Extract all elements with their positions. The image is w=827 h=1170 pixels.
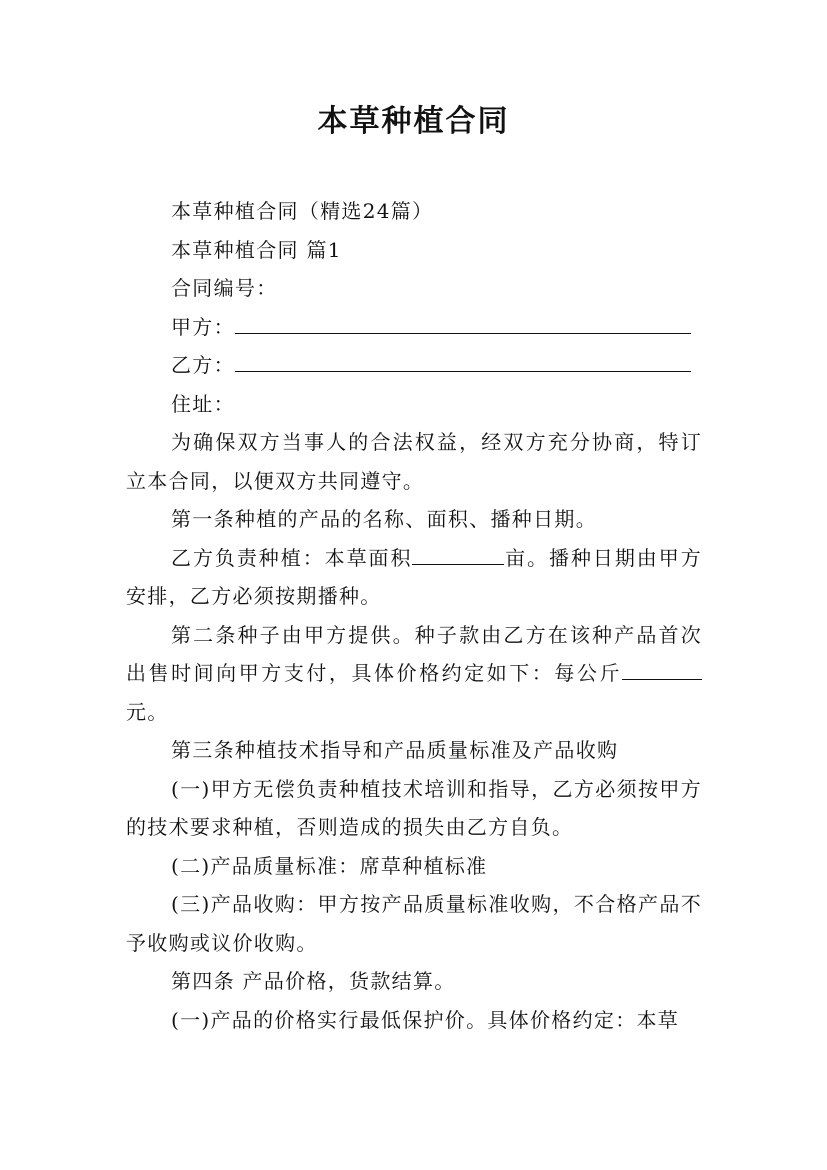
price-blank — [622, 659, 702, 680]
article-4-heading-text: 第四条 产品价格，货款结算。 — [171, 969, 456, 993]
article-1-heading-text: 第一条种植的产品的名称、面积、播种日期。 — [171, 507, 597, 531]
article-3-item-1-text: (一)甲方无偿负责种植技术培训和指导，乙方必须按甲方的技术要求种植，否则造成的损失由乙方自负。 — [126, 776, 702, 839]
article-1-text-a: 乙方负责种植：本草面积 — [171, 545, 413, 570]
article-3-heading — [126, 731, 702, 770]
contract-number-label: 合同编号： — [171, 276, 278, 300]
article-1-text-b: 亩。播种日期由甲方安排，乙方必须按期播种。 — [126, 545, 702, 608]
party-a-blank — [235, 313, 691, 334]
intro-paragraph — [126, 423, 702, 500]
article-1-heading — [126, 500, 702, 539]
intro-text: 为确保双方当事人的合法权益，经双方充分协商，特订立本合同，以便双方共同遵守。 — [126, 430, 702, 493]
party-a-line — [126, 308, 702, 347]
subtitle — [126, 192, 702, 231]
article-1-paragraph — [126, 539, 702, 616]
party-b-line — [126, 346, 702, 385]
article-2-paragraph — [126, 616, 702, 732]
article-4-heading — [126, 962, 702, 1001]
party-b-label: 乙方： — [171, 353, 235, 377]
article-3-item-2-text: (二)产品质量标准：席草种植标准 — [171, 853, 488, 878]
article-2-text-a: 第二条种子由甲方提供。种子款由乙方在该种产品首次出售时间向甲方支付，具体价格约定如下：每公斤 — [126, 622, 702, 685]
article-4-item-1-text: (一)产品的价格实行最低保护价。具体价格约定：本草 — [171, 1007, 680, 1032]
article-3-item-1 — [126, 770, 702, 847]
document-body — [126, 192, 702, 1039]
article-3-heading-text: 第三条种植技术指导和产品质量标准及产品收购 — [171, 738, 619, 762]
article-3-item-3-text: (三)产品收购：甲方按产品质量标准收购，不合格产品不予收购或议价收购。 — [126, 892, 702, 955]
party-a-label: 甲方： — [171, 314, 235, 339]
subtitle-text: 本草种植合同（精选24篇） — [171, 199, 434, 223]
address-label: 住址： — [171, 391, 235, 416]
article-3-item-2 — [126, 847, 702, 886]
article-2-text-b: 元。 — [126, 699, 169, 724]
document-title: 本草种植合同 — [317, 104, 510, 139]
article-3-item-3 — [126, 885, 702, 962]
section-heading-text: 本草种植合同 篇1 — [171, 237, 342, 262]
section-heading — [126, 231, 702, 270]
address-line — [126, 385, 702, 424]
contract-number-line — [126, 269, 702, 308]
article-4-item-1 — [126, 1001, 702, 1040]
party-b-blank — [235, 351, 691, 372]
area-blank — [412, 544, 504, 565]
